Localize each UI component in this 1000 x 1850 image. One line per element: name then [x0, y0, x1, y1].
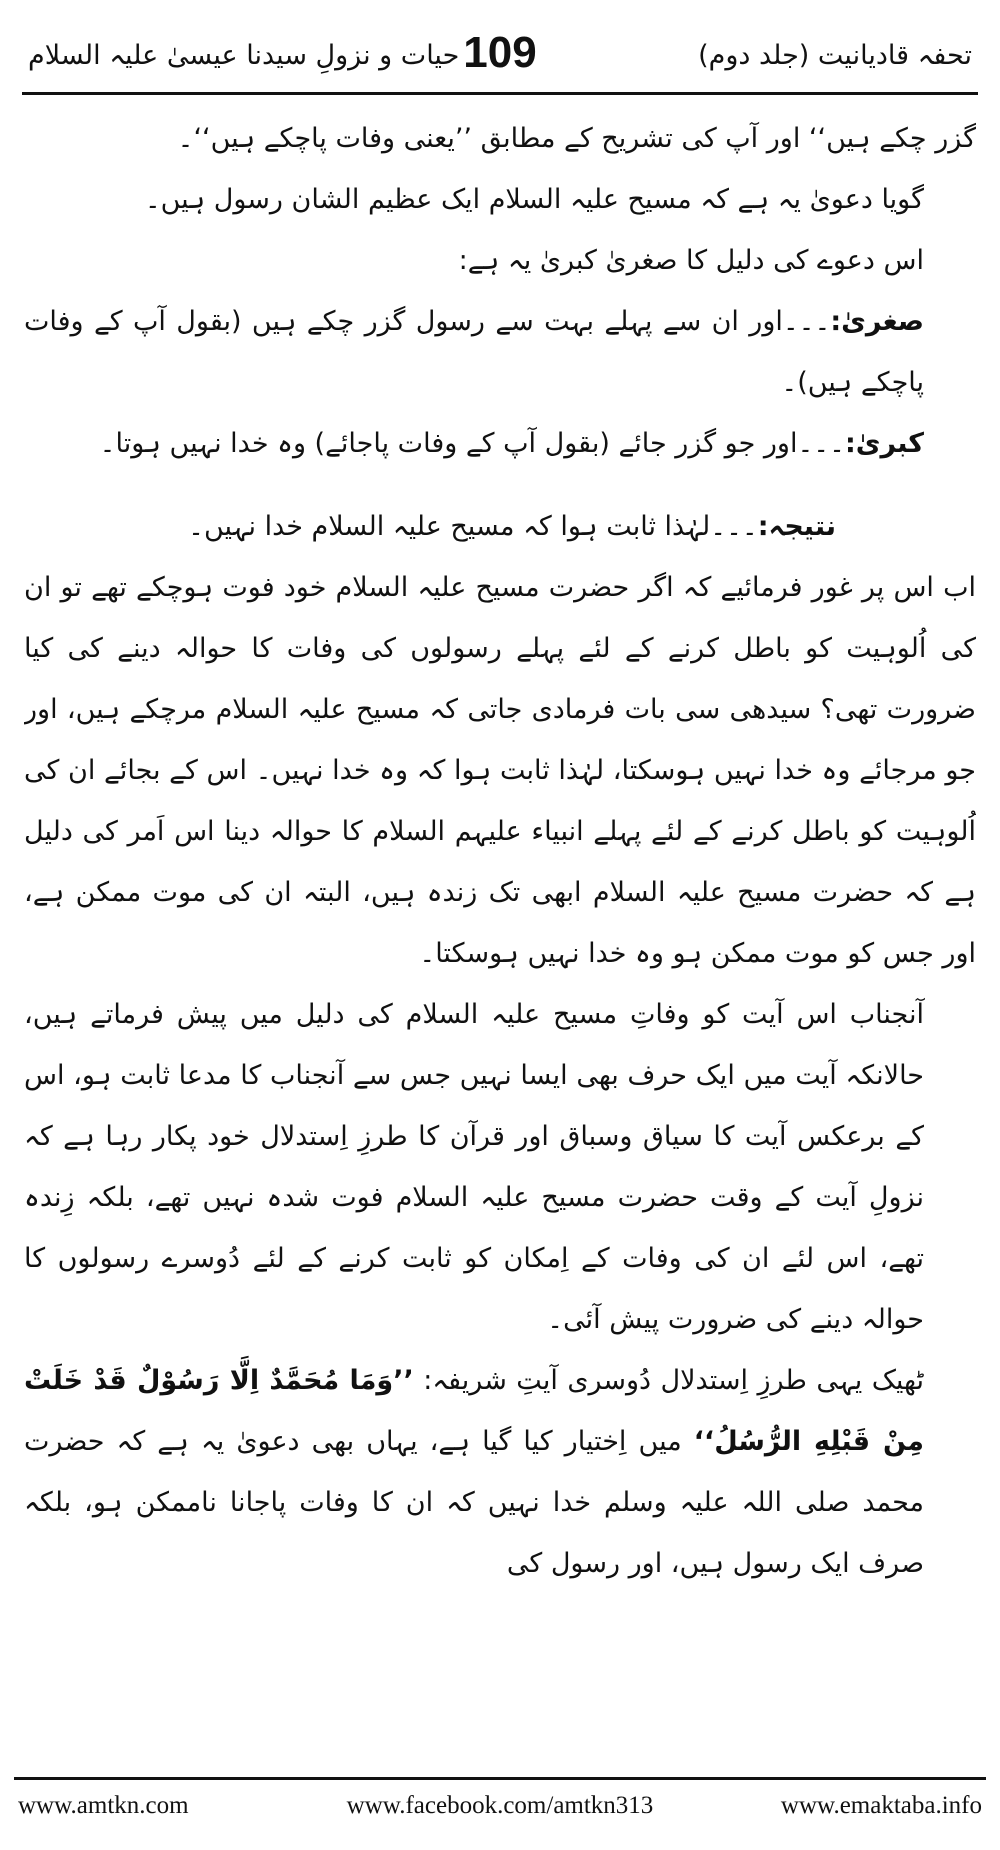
paragraph-9	[24, 1350, 976, 1594]
page-footer	[14, 1777, 986, 1836]
chapter-title: حیات و نزولِ سیدنا عیسیٰ علیہ السلام	[28, 40, 460, 71]
paragraph-3: اس دعوے کی دلیل کا صغریٰ کبریٰ یہ ہے:	[458, 245, 924, 276]
natija-label: نتیجہ:	[757, 511, 836, 542]
footer-link-facebook[interactable]: www.facebook.com/amtkn313	[346, 1792, 654, 1819]
sughra-label: صغریٰ:	[830, 306, 924, 337]
paragraph-8: آنجناب اس آیت کو وفاتِ مسیح علیہ السلام کی دلیل میں پیش فرماتے ہیں، حالانکہ آیت میں ایک حرف بھی ایسا نہیں جس سے آنجناب کا مدعا ثابت ہو، اس کے برعکس آیت کا سیاق وسباق اور قرآن کا طرزِ اِستدلال خود پکار رہا ہے کہ نزولِ آیت کے وقت حضرت مسیح علیہ السلام فوت شدہ نہیں تھے، بلکہ زِندہ تھے، اس لئے ان کی وفات کے اِمکان کو ثابت کرنے کے لئے دُوسرے رسولوں کا حوالہ دینے کی ضرورت پیش آئی۔	[24, 999, 924, 1335]
natija-paragraph	[24, 496, 976, 557]
kubra-text: ۔۔۔اور جو گزر جائے (بقول آپ کے وفات پاجائے) وہ خدا نہیں ہوتا۔	[99, 428, 845, 459]
spacer	[24, 474, 976, 496]
paragraph-2: گویا دعویٰ یہ ہے کہ مسیح علیہ السلام ایک عظیم الشان رسول ہیں۔	[144, 184, 924, 215]
quran-verse: ’’وَمَا مُحَمَّدٌ اِلَّا رَسُوْلٌ قَدْ خَلَتْ مِنْ قَبْلِهِ الرُّسُلُ‘‘	[24, 1365, 924, 1457]
footer-link-amtkn[interactable]: www.amtkn.com	[18, 1792, 189, 1819]
kubra-paragraph	[24, 413, 976, 474]
paragraph-9-intro: ٹھیک یہی طرزِ اِستدلال دُوسری آیتِ شریفہ:	[413, 1365, 925, 1396]
paragraph-1: گزر چکے ہیں‘‘ اور آپ کی تشریح کے مطابق ’’یعنی وفات پاچکے ہیں‘‘۔	[177, 123, 976, 154]
book-title: تحفہ قادیانیت (جلد دوم)	[698, 40, 972, 71]
page-body	[24, 108, 976, 1764]
sughra-paragraph	[24, 291, 976, 413]
kubra-label: کبریٰ:	[844, 428, 924, 459]
paragraph-9-rest: میں اِختیار کیا گیا ہے، یہاں بھی دعویٰ یہ ہے کہ حضرت محمد صلی اللہ علیہ وسلم خدا نہیں کہ ان کا وفات پاجانا ناممکن ہو، بلکہ صرف ایک رسول ہیں، اور رسول کی	[24, 1426, 924, 1579]
page-header	[22, 18, 978, 95]
page-number: 109	[463, 28, 537, 77]
natija-text: ۔۔۔لہٰذا ثابت ہوا کہ مسیح علیہ السلام خدا نہیں۔	[188, 511, 758, 542]
paragraph-7: اب اس پر غور فرمائیے کہ اگر حضرت مسیح علیہ السلام خود فوت ہوچکے تھے تو ان کی اُلوہیت کو باطل کرنے کے لئے پہلے رسولوں کی وفات کا حوالہ دینے کی کیا ضرورت تھی؟ سیدھی سی بات فرمادی جاتی کہ مسیح علیہ السلام مرچکے ہیں، اور جو مرجائے وہ خدا نہیں ہوسکتا، لہٰذا ثابت ہوا کہ وہ خدا نہیں۔ اس کے بجائے ان کی اُلوہیت کو باطل کرنے کے لئے پہلے انبیاء علیہم السلام کا حوالہ دینا اس اَمر کی دلیل ہے کہ حضرت مسیح علیہ السلام ابھی تک زندہ ہیں، البتہ ان کی موت ممکن ہے، اور جس کو موت ممکن ہو وہ خدا نہیں ہوسکتا۔	[24, 572, 976, 969]
sughra-text: ۔۔۔اور ان سے پہلے بہت سے رسول گزر چکے ہیں (بقول آپ کے وفات پاچکے ہیں)۔	[24, 306, 924, 398]
footer-link-emaktaba[interactable]: www.emaktaba.info	[780, 1792, 982, 1819]
